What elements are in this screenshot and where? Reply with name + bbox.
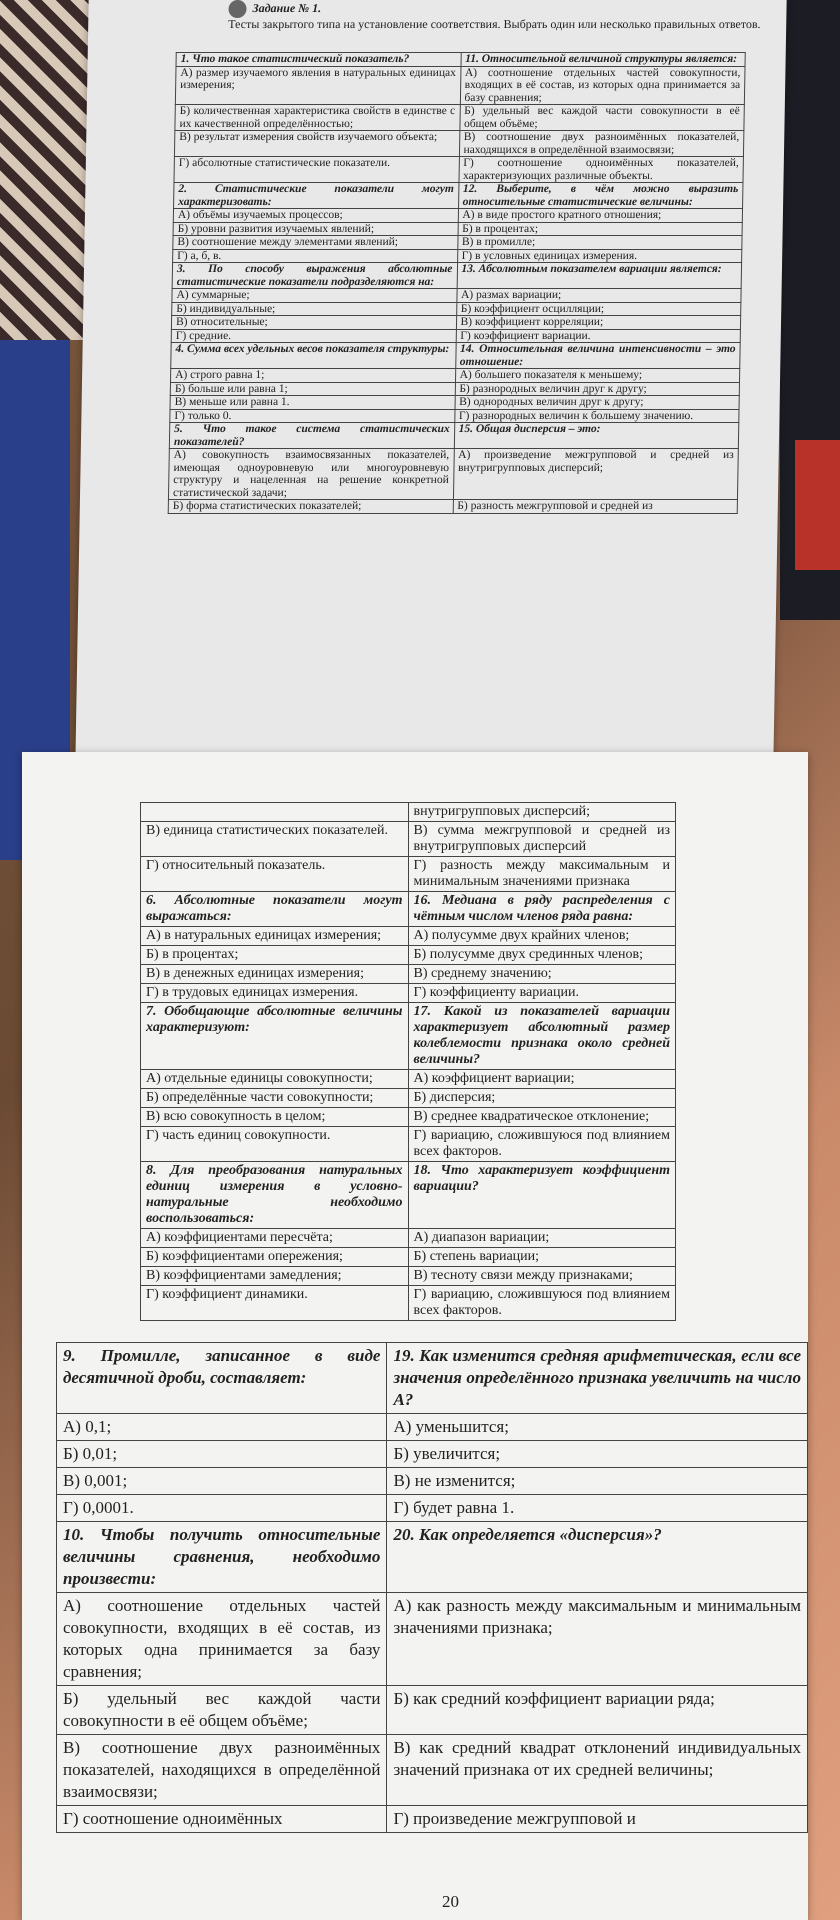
task-intro: Тесты закрытого типа на установление соответствия. Выбрать один или несколько правильных ответов. xyxy=(228,17,761,31)
upper-page xyxy=(75,0,786,764)
answer-cell: А) как разность между максимальным и минимальным значениями признака; xyxy=(387,1593,808,1686)
table-row xyxy=(141,984,676,1003)
answer-cell: Г) относительный показатель. xyxy=(141,857,409,892)
answer-cell: Б) удельный вес каждой части совокупности в её общем объёме; xyxy=(459,105,744,131)
answer-cell: А) объёмы изучаемых процессов; xyxy=(173,209,458,223)
answer-cell: Г) в трудовых единицах измерения. xyxy=(141,984,409,1003)
table-row xyxy=(174,131,743,157)
answer-cell: А) размер изучаемого явления в натуральных единицах измерения; xyxy=(175,66,460,105)
answer-cell: А) коэффициентами пересчёта; xyxy=(141,1229,409,1248)
answer-cell: Б) определённые части совокупности; xyxy=(141,1089,409,1108)
answer-cell: Г) только 0. xyxy=(170,409,455,423)
table-row xyxy=(171,369,740,383)
answer-cell: Б) форма статистических показателей; xyxy=(168,500,453,514)
table-row xyxy=(141,1108,676,1127)
answer-cell: Б) коэффициентами опережения; xyxy=(141,1248,409,1267)
table-row xyxy=(170,382,739,396)
answer-cell: А) большего показателя к меньшему; xyxy=(455,369,740,383)
question-cell: 19. Как изменится средняя арифметическая, если все значения определённого признака увеличить на число А? xyxy=(387,1343,808,1414)
answer-cell: Г) вариацию, сложившуюся под влиянием всех факторов. xyxy=(408,1286,676,1321)
answer-cell: Г) разнородных величин к большему значению. xyxy=(454,409,739,423)
answer-cell: В) среднему значению; xyxy=(408,965,676,984)
table-row xyxy=(57,1495,808,1522)
table-row xyxy=(175,66,745,105)
table-row xyxy=(57,1806,808,1833)
background-red-object xyxy=(795,440,840,570)
question-cell: 18. Что характеризует коэффициент вариации? xyxy=(408,1162,676,1229)
table-row xyxy=(168,449,738,500)
answer-cell: А) суммарные; xyxy=(172,289,457,303)
answer-cell: Г) произведение межгрупповой и xyxy=(387,1806,808,1833)
answer-cell: А) в виде простого кратного отношения; xyxy=(458,209,743,223)
table-row xyxy=(141,1003,676,1070)
table-row xyxy=(168,500,737,514)
question-cell: 3. По способу выражения абсолютные статистические показатели подразделяются на: xyxy=(172,263,457,289)
page-number: 20 xyxy=(442,1892,459,1911)
task-title: Задание № 1. xyxy=(252,0,322,15)
question-cell: 16. Медиана в ряду распределения с чётным числом членов ряда равна: xyxy=(408,892,676,927)
question-cell: 7. Обобщающие абсолютные величины характеризуют: xyxy=(141,1003,409,1070)
table-row xyxy=(173,209,742,223)
answer-cell: Б) степень вариации; xyxy=(408,1248,676,1267)
answer-cell: Г) абсолютные статистические показатели. xyxy=(174,157,459,183)
answer-cell: Б) полусумме двух срединных членов; xyxy=(408,946,676,965)
table-row xyxy=(141,857,676,892)
table-row xyxy=(141,1070,676,1089)
answer-cell: В) соотношение между элементами явлений; xyxy=(173,236,458,250)
table-row xyxy=(141,803,676,822)
answer-cell: Г) в условных единицах измерения. xyxy=(457,249,742,263)
answer-cell: В) всю совокупность в целом; xyxy=(141,1108,409,1127)
answer-cell: А) соотношение отдельных частей совокупности, входящих в её состав, из которых одна принимается за базу сравнения; xyxy=(460,66,745,105)
answer-cell: В) 0,001; xyxy=(57,1468,387,1495)
answer-cell: А) произведение межгрупповой и средней из внутригрупповых дисперсий; xyxy=(453,449,738,500)
answer-cell: В) однородных величин друг к другу; xyxy=(455,396,740,410)
task-badge-icon xyxy=(228,0,246,18)
task-header xyxy=(228,0,789,31)
answer-cell: А) совокупность взаимосвязанных показателей, имеющая одноуровневую или многоуровневую структуру и нацеленная на решение конкретной статистической задачи; xyxy=(168,449,453,500)
table-row xyxy=(174,157,743,183)
table-row xyxy=(175,105,744,131)
answer-cell: Г) средние. xyxy=(171,329,456,343)
table-row xyxy=(141,1248,676,1267)
table-row xyxy=(57,1522,808,1593)
answer-cell: В) относительные; xyxy=(171,316,456,330)
question-cell: 5. Что такое система статистических показателей? xyxy=(169,423,454,449)
answer-cell: Б) в процентах; xyxy=(141,946,409,965)
answer-cell: Г) соотношение одноимённых xyxy=(57,1806,387,1833)
answer-cell: В) сумма межгрупповой и средней из внутригрупповых дисперсий xyxy=(408,822,676,857)
table-row xyxy=(172,263,741,289)
table-row xyxy=(141,965,676,984)
table-row xyxy=(171,316,740,330)
table-row xyxy=(171,343,740,369)
answer-cell: В) результат измерения свойств изучаемого объекта; xyxy=(174,131,459,157)
question-cell: 12. Выберите, в чём можно выразить относительные статистические величины: xyxy=(458,183,743,209)
test-table-3 xyxy=(56,1342,808,1833)
answer-cell: Б) коэффициент осцилляции; xyxy=(456,302,741,316)
answer-cell: Г) 0,0001. xyxy=(57,1495,387,1522)
answer-cell: В) соотношение двух разноимённых показателей, находящихся в определённой взаимосвязи; xyxy=(459,131,744,157)
lower-page xyxy=(22,752,808,1920)
answer-cell: А) коэффициент вариации; xyxy=(408,1070,676,1089)
question-cell: 14. Относительная величина интенсивности – это отношение: xyxy=(455,343,740,369)
table-row xyxy=(170,396,739,410)
table-row xyxy=(57,1441,808,1468)
table-row xyxy=(169,423,738,449)
answer-cell: В) не изменится; xyxy=(387,1468,808,1495)
answer-cell: В) тесноту связи между признаками; xyxy=(408,1267,676,1286)
table-row xyxy=(173,236,742,250)
answer-cell: Б) удельный вес каждой части совокупности в её общем объёме; xyxy=(57,1686,387,1735)
answer-cell: В) в промилле; xyxy=(457,236,742,250)
table-row xyxy=(57,1593,808,1686)
answer-cell: А) 0,1; xyxy=(57,1414,387,1441)
answer-cell: Г) соотношение одноимённых показателей, характеризующих различные объекты. xyxy=(458,157,743,183)
answer-cell: Г) будет равна 1. xyxy=(387,1495,808,1522)
table-row xyxy=(173,222,742,236)
answer-cell: В) единица статистических показателей. xyxy=(141,822,409,857)
answer-cell: Г) часть единиц совокупности. xyxy=(141,1127,409,1162)
answer-cell: В) как средний квадрат отклонений индивидуальных значений признака от их средней величины; xyxy=(387,1735,808,1806)
table-row xyxy=(57,1343,808,1414)
answer-cell: А) полусумме двух крайних членов; xyxy=(408,927,676,946)
table-row xyxy=(141,1127,676,1162)
answer-cell: В) меньше или равна 1. xyxy=(170,396,455,410)
table-row xyxy=(57,1686,808,1735)
answer-cell: Б) индивидуальные; xyxy=(172,302,457,316)
table-row xyxy=(170,409,739,423)
answer-cell: Б) разнородных величин друг к другу; xyxy=(455,382,740,396)
answer-cell: Г) коэффициенту вариации. xyxy=(408,984,676,1003)
table-row xyxy=(141,1162,676,1229)
answer-cell: Б) как средний коэффициент вариации ряда; xyxy=(387,1686,808,1735)
table-row xyxy=(173,249,742,263)
answer-cell: В) соотношение двух разноимённых показателей, находящихся в определённой взаимосвязи; xyxy=(57,1735,387,1806)
answer-cell: Б) дисперсия; xyxy=(408,1089,676,1108)
table-row xyxy=(141,822,676,857)
answer-cell: А) в натуральных единицах измерения; xyxy=(141,927,409,946)
answer-cell xyxy=(141,803,409,822)
test-table-2 xyxy=(140,802,676,1321)
question-cell: 20. Как определяется «дисперсия»? xyxy=(387,1522,808,1593)
table-row xyxy=(171,329,740,343)
answer-cell: А) диапазон вариации; xyxy=(408,1229,676,1248)
answer-cell: Г) а, б, в. xyxy=(173,249,458,263)
answer-cell: В) среднее квадратическое отклонение; xyxy=(408,1108,676,1127)
answer-cell: А) строго равна 1; xyxy=(171,369,456,383)
answer-cell: Г) вариацию, сложившуюся под влиянием всех факторов. xyxy=(408,1127,676,1162)
answer-cell: Б) в процентах; xyxy=(458,222,743,236)
question-cell: 10. Чтобы получить относительные величины сравнения, необходимо произвести: xyxy=(57,1522,387,1593)
answer-cell: внутригрупповых дисперсий; xyxy=(408,803,676,822)
table-row xyxy=(141,1267,676,1286)
answer-cell: Б) уровни развития изучаемых явлений; xyxy=(173,222,458,236)
table-row xyxy=(57,1735,808,1806)
answer-cell: Б) увеличится; xyxy=(387,1441,808,1468)
question-cell: 9. Промилле, записанное в виде десятичной дроби, составляет: xyxy=(57,1343,387,1414)
answer-cell: Б) 0,01; xyxy=(57,1441,387,1468)
table-row xyxy=(141,892,676,927)
answer-cell: Б) больше или равна 1; xyxy=(170,382,455,396)
table-row xyxy=(141,1286,676,1321)
test-table-1 xyxy=(168,52,746,514)
answer-cell: Г) коэффициент вариации. xyxy=(456,329,741,343)
answer-cell: Б) количественная характеристика свойств в единстве с их качественной определённостью; xyxy=(175,105,460,131)
answer-cell: А) соотношение отдельных частей совокупности, входящих в её состав, из которых одна принимается за базу сравнения; xyxy=(57,1593,387,1686)
question-cell: 11. Относительной величиной структуры является: xyxy=(461,53,746,67)
answer-cell: В) в денежных единицах измерения; xyxy=(141,965,409,984)
table-row xyxy=(57,1414,808,1441)
answer-cell: Г) коэффициент динамики. xyxy=(141,1286,409,1321)
table-row xyxy=(141,927,676,946)
answer-cell: А) отдельные единицы совокупности; xyxy=(141,1070,409,1089)
question-cell: 13. Абсолютным показателем вариации является: xyxy=(457,263,742,289)
question-cell: 4. Сумма всех удельных весов показателя структуры: xyxy=(171,343,456,369)
question-cell: 6. Абсолютные показатели могут выражаться: xyxy=(141,892,409,927)
table-row xyxy=(141,1089,676,1108)
table-row xyxy=(174,183,743,209)
answer-cell: А) уменьшится; xyxy=(387,1414,808,1441)
table-row xyxy=(57,1468,808,1495)
question-cell: 15. Общая дисперсия – это: xyxy=(454,423,739,449)
question-cell: 1. Что такое статистический показатель? xyxy=(176,53,461,67)
answer-cell: В) коэффициентами замедления; xyxy=(141,1267,409,1286)
table-row xyxy=(176,53,745,67)
table-row xyxy=(141,946,676,965)
question-cell: 8. Для преобразования натуральных единиц измерения в условно-натуральные необходимо воспользоваться: xyxy=(141,1162,409,1229)
answer-cell: Г) разность между максимальным и минимальным значениями признака xyxy=(408,857,676,892)
answer-cell: А) размах вариации; xyxy=(456,289,741,303)
table-row xyxy=(172,289,741,303)
table-row xyxy=(172,302,741,316)
question-cell: 17. Какой из показателей вариации характеризует абсолютный размер колеблемости признака около средней величины? xyxy=(408,1003,676,1070)
table-row xyxy=(141,1229,676,1248)
question-cell: 2. Статистические показатели могут характеризовать: xyxy=(174,183,459,209)
answer-cell: В) коэффициент корреляции; xyxy=(456,316,741,330)
answer-cell: Б) разность межгрупповой и средней из xyxy=(453,500,738,514)
